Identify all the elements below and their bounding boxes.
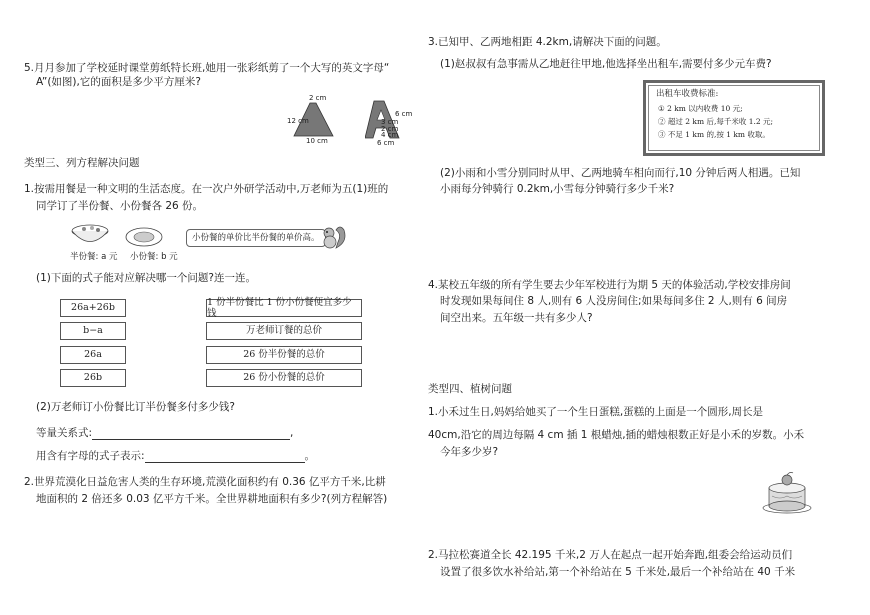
q3-title: 3.已知甲、乙两地相距 4.2km,请解决下面的问题。 xyxy=(428,36,667,48)
q3-sub1: (1)赵叔叔有急事需从乙地赶往甲地,他选择坐出租车,需要付多少元车费? xyxy=(440,58,772,70)
left-box-2[interactable]: b−a xyxy=(60,322,126,340)
a-label-5: 6 cm xyxy=(377,139,395,147)
q5-line2: A”(如图),它的面积是多少平方厘米? xyxy=(36,76,201,88)
sub2-prompt: (2)万老师订小份餐比订半份餐多付多少钱? xyxy=(36,401,235,413)
t2-line1: 2.马拉松赛道全长 42.195 千米,2 万人在起点一起开始奔跑,组委会给运动员们 xyxy=(428,549,793,561)
expr-answer-blank[interactable] xyxy=(145,452,305,463)
right-box-1[interactable]: 1 份半份餐比 1 份小份餐便宜多少钱 xyxy=(206,299,362,317)
cake-image xyxy=(760,470,814,514)
q4-line2: 时发现如果每间住 8 人,则有 6 人没房间住;如果每间多住 2 人,则有 6 间房 xyxy=(440,295,788,307)
q3-sub2-line2: 小雨每分钟骑行 0.2km,小雪每分钟骑行多少千米? xyxy=(440,183,675,195)
taxi-rule-1: ① 2 km 以内收费 10 元; xyxy=(658,104,743,113)
eq-row: 等量关系式: , xyxy=(36,427,294,439)
q3-sub2-line1: (2)小雨和小雪分别同时从甲、乙两地骑车相向而行,10 分钟后两人相遇。已知 xyxy=(440,167,801,179)
left-box-3[interactable]: 26a xyxy=(60,346,126,364)
right-box-3[interactable]: 26 份半份餐的总价 xyxy=(206,346,362,364)
q5-line1: 5.月月参加了学校延时课堂剪纸特长班,她用一张彩纸剪了一个大写的英文字母“ xyxy=(24,62,390,74)
q1-line1: 1.按需用餐是一种文明的生活态度。在一次户外研学活动中,万老师为五(1)班的 xyxy=(24,183,389,195)
small-meal-plate-image xyxy=(124,225,164,249)
speech-bubble: 小份餐的单价比半份餐的单价高。 xyxy=(186,229,326,247)
sub1-prompt: (1)下面的式子能对应解决哪一个问题?连一连。 xyxy=(36,272,256,284)
q2-line1: 2.世界荒漠化日益危害人类的生存环境,荒漠化面积约有 0.36 亿平方千米,比耕 xyxy=(24,476,386,488)
section4-title: 类型四、植树问题 xyxy=(428,383,512,395)
section3-title: 类型三、列方程解决问题 xyxy=(24,157,140,169)
a-label-4: 4 cm xyxy=(381,131,399,139)
half-meal-label: 半份餐: a 元 xyxy=(70,252,118,262)
trapezoid-figure xyxy=(285,96,345,146)
right-box-2[interactable]: 万老师订餐的总价 xyxy=(206,322,362,340)
left-box-1[interactable]: 26a+26b xyxy=(60,299,126,317)
t1-line2: 40cm,沿它的周边每隔 4 cm 插 1 根蜡烛,插的蜡烛根数正好是小禾的岁数。小禾 xyxy=(428,429,805,441)
squirrel-image xyxy=(318,222,348,250)
trap-label-bottom: 10 cm xyxy=(306,137,328,145)
birthday-cake-icon xyxy=(760,470,814,514)
q2-line2: 地面积的 2 倍还多 0.03 亿平方千米。全世界耕地面积有多少?(列方程解答) xyxy=(36,493,388,505)
eq-answer-blank[interactable] xyxy=(92,429,290,440)
expr-label: 用含有字母的式子表示: xyxy=(36,450,145,462)
t1-line1: 1.小禾过生日,妈妈给她买了一个生日蛋糕,蛋糕的上面是一个圆形,周长是 xyxy=(428,406,764,418)
small-meal-label: 小份餐: b 元 xyxy=(130,252,178,262)
t1-line3: 今年多少岁? xyxy=(440,446,499,458)
taxi-fare-title: 出租车收费标准: xyxy=(656,89,719,99)
bowl-icon xyxy=(68,222,112,248)
taxi-rule-2: ② 超过 2 km 后,每千米收 1.2 元; xyxy=(658,117,774,126)
trap-label-top: 2 cm xyxy=(309,94,327,102)
q4-line1: 4.某校五年级的所有学生要去少年军校进行为期 5 天的体验活动,学校安排房间 xyxy=(428,279,791,291)
a-label-2: 3 cm xyxy=(381,118,399,126)
eq-label: 等量关系式: xyxy=(36,427,93,439)
squirrel-icon xyxy=(318,222,348,250)
q1-line2: 同学订了半份餐、小份餐各 26 份。 xyxy=(36,200,204,212)
a-label-1: 6 cm xyxy=(395,110,413,118)
plate-icon xyxy=(124,225,164,249)
taxi-fare-card xyxy=(643,80,825,156)
expr-row: 用含有字母的式子表示: 。 xyxy=(36,450,316,462)
half-meal-bowl-image xyxy=(68,222,112,248)
right-box-4[interactable]: 26 份小份餐的总价 xyxy=(206,369,362,387)
a-label-3: 2 cm xyxy=(381,125,399,133)
taxi-rule-3: ③ 不足 1 km 的,按 1 km 收取。 xyxy=(658,130,770,139)
letter-a-figure xyxy=(365,98,415,148)
trap-label-height: 12 cm xyxy=(287,117,309,125)
left-box-4[interactable]: 26b xyxy=(60,369,126,387)
q4-line3: 间空出来。五年级一共有多少人? xyxy=(440,312,593,324)
t2-line2: 设置了很多饮水补给站,第一个补给站在 5 千米处,最后一个补给站在 40 千米 xyxy=(440,566,796,578)
